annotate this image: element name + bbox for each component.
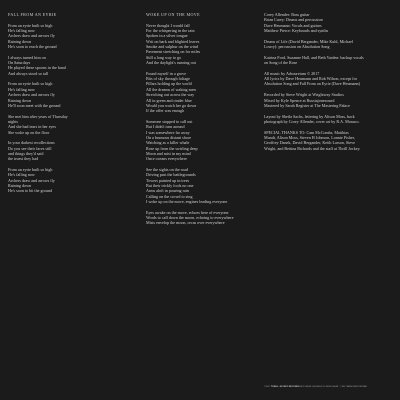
credits-paragraph [264,12,394,33]
text-line: Mastered by Sarah Register at The Mastering Palace [264,102,350,108]
text-line: Calling on the crowd to sing [146,193,193,199]
text-line: Raining down [8,38,32,44]
text-line: Found myself in a grove [146,70,187,76]
stanza [146,119,266,162]
song-lyrics [8,23,120,194]
text-line: And the daylight's running out [146,60,196,66]
text-line: Still a long way to go [146,54,182,60]
text-line: From an eyrie built so high [8,22,53,28]
text-line: But their trickly fools no one [146,183,194,188]
footer-address: BOX 08038 CHICAGO ILLINOIS 60608 · ©2017 ARBOURETUM BMI [300,386,367,388]
text-line: Mundt, Alison Moss, Steven H Johnson, Lonnie Fisher, [264,134,355,140]
text-line: He played these spoons in the band [8,65,66,71]
text-line: And always stood so tall [8,70,49,76]
text-line: Brian Carey: Drums and percussion [264,17,323,23]
footer-label-name: THRILL JOCKEY RECORDS [271,386,300,388]
text-line: He'll soon meet with the ground [8,102,61,108]
text-line: Someone stopped to call out [146,118,193,124]
text-line: photograph by Corey Allender, cover art by R.A. Monaco. [264,118,360,124]
text-line: Driving past the battlegrounds [146,172,196,178]
text-line: nights [8,118,19,124]
text-line: From an eyrie built so high [8,81,53,87]
song-lyrics [146,23,266,226]
text-line: Writ on bark and blighted leaves [146,38,200,44]
text-line: Recorded by Steve Wright at Wrightway Studios [264,92,344,98]
text-line: Wright, and Bettina Richards and the staff at Thrill Jockey. [264,145,361,151]
credits-paragraph [264,71,394,87]
text-line: Do you see their faces still [8,145,52,151]
text-line: From an eyrie built so high [8,166,53,172]
stanza [8,114,120,135]
text-line: For the whispering in the rain [146,28,195,34]
stanza [8,140,120,161]
text-line: Arms aloft in pouring rain [146,188,189,194]
text-line: If the offer was enough [146,108,185,114]
text-line: Would you watch her go down [146,102,197,108]
text-line: Corey Allender: Bass guitar [264,12,310,17]
text-line: Eyes awake on the move, echoes here of everyone [146,209,229,215]
song-title: WOKE UP ON THE MOVE [146,12,200,17]
lyrics-column-woke-up-on-the-move [146,12,266,231]
credits-column [264,12,394,156]
text-line: Rose up from the swirling deep [146,145,198,151]
text-line: And she had tears in her eyes [8,124,56,130]
stanza [8,167,120,194]
credits-paragraph [264,114,394,125]
text-line: He's falling now [8,172,35,178]
text-line: on Song of the Rose [264,60,298,66]
text-line: Absolution Song and Fall From an Eyrie (Dave Heumann) [264,81,360,87]
text-line: the truest they had [8,156,39,162]
song-title: FALL FROM AN EYRIE [8,12,57,17]
text-line: In your darkest recollections [8,140,55,146]
text-line: Words to call down the moon, echoing to everywhere [146,215,234,221]
credits-paragraph [264,39,394,50]
text-line: Watching as a killer whale [146,140,190,146]
text-line: I woke up on the move, engines leading everyone [146,199,228,205]
text-line: Smoke and sulphur on the wind [146,44,198,50]
stanza [146,167,266,204]
text-line: Stretching out across the way [146,92,195,98]
text-line: Matthew Pierce: Keyboards and synths [264,28,329,34]
text-line: She met him after years of Thursday [8,113,68,119]
text-line: Pillars holding up the world [146,81,192,87]
text-line: All the dreams of waking men [146,86,196,92]
text-line: All music by Arbouretum © 2017 [264,70,320,76]
text-line: I always turned him on [8,54,46,60]
text-line: SPECIAL THANKS TO: Cam McCombs, Matthias [264,129,349,135]
text-line: Moon and mist in my mind [146,150,191,156]
text-line: I was somewhere far away [146,129,190,135]
text-line: He's falling now [8,28,35,34]
text-line: Archers draw and arrows fly [8,33,55,39]
text-line: All lyrics by Dave Heumann and Rob Wilson, except for [264,76,357,82]
text-line: See the sights on the road [146,166,188,172]
text-line: She woke up on the floor [8,129,50,135]
footer-copyright: ©2017 [264,386,271,388]
text-line: Once oceans everywhere [146,156,187,162]
text-line: Archers draw and arrows fly [8,92,55,98]
stanza [146,23,266,66]
text-line: But I didn't turn around [146,124,185,130]
text-line: All in green and cinder blue [146,97,192,103]
text-line: Mists envelop the moon, orcas over everywhere [146,220,225,226]
text-line: On Saturdays [8,60,31,66]
text-line: Drums of Life (David Bergander, Mike Kuhl, Michael [264,38,354,44]
label-footer [264,386,396,388]
credits-paragraph [264,92,394,108]
text-line: Raining down [8,183,32,188]
text-line: He's soon to hit the ground [8,188,53,194]
text-line: Geoffrey Danek, David Bergander, Keith Larson, Steve [264,140,355,146]
stanza [8,23,120,50]
text-line: Layout by Sheila Sachs, lettering by Alison Moss, back [264,113,355,119]
stanza [146,71,266,114]
text-line: Never thought I would fall [146,22,190,28]
text-line: On a brumous distant shore [146,134,192,140]
credits-paragraph [264,130,394,151]
text-line: He's soon to reach the ground [8,44,57,50]
credits-paragraph [264,55,394,66]
text-line: Raining down [8,97,32,103]
text-line: Katrina Ford, Suzanne Hall, and Beth Varden: backup vocals [264,54,364,60]
text-line: Mixed by Kyle Spence at Russiajonesound [264,97,335,103]
text-line: and things they'd said [8,150,44,156]
text-line: Archers draw and arrows fly [8,177,55,183]
text-line: Bits of sky through foliage [146,76,190,82]
text-line: He's falling now [8,86,35,92]
stanza [8,55,120,76]
stanza [146,210,266,226]
text-line: Dave Heumann: Vocals and guitars [264,22,322,28]
lyrics-column-fall-from-an-eyrie [8,12,120,199]
text-line: Towers painted up in trees [146,177,190,183]
text-line: Lowry): percussion on Absolution Song [264,44,330,50]
text-line: Spoken in a silver tongue [146,33,188,39]
text-line: Pavement stretching on for miles [146,49,201,55]
stanza [8,81,120,108]
